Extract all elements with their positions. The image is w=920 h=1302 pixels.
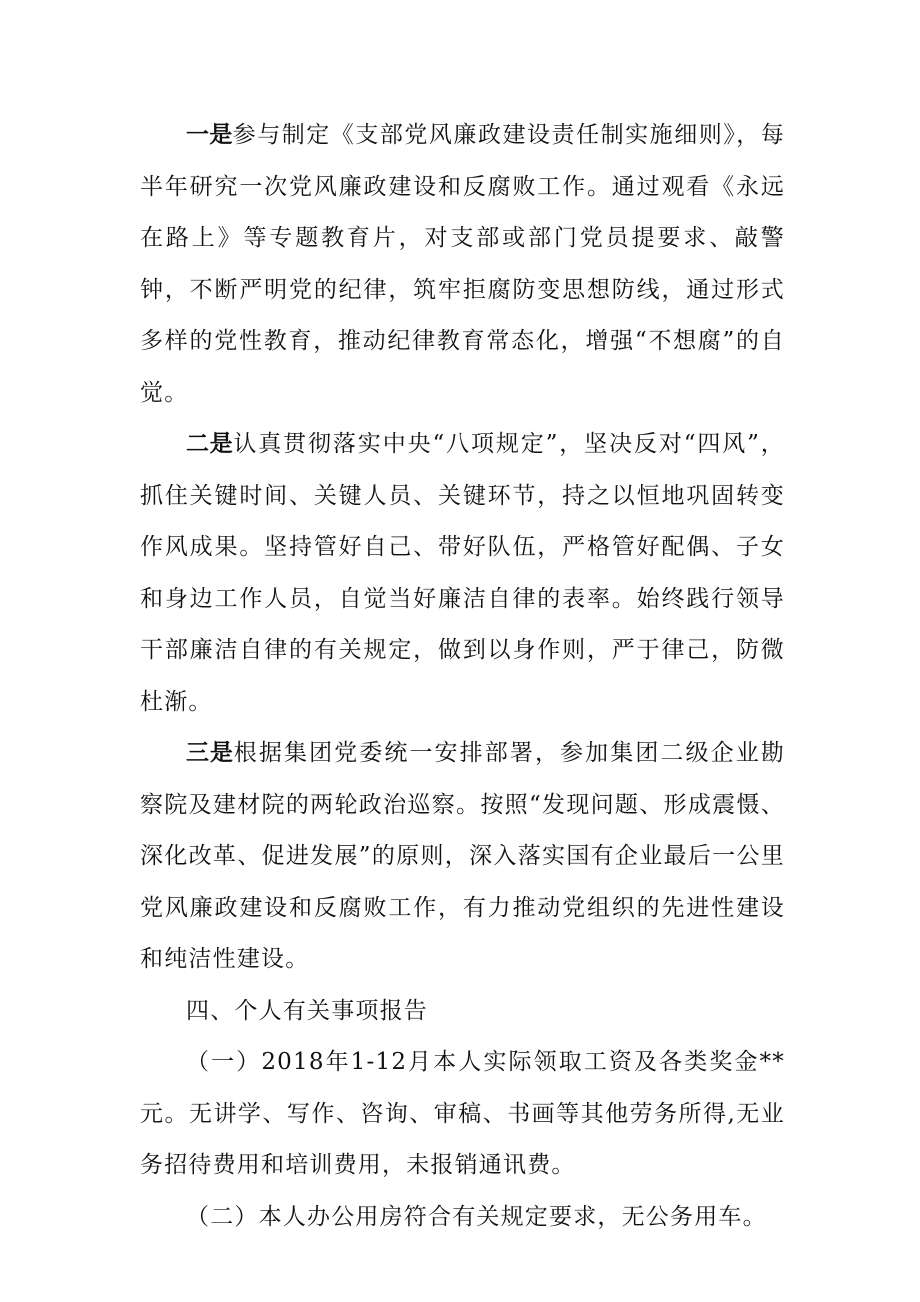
paragraph-two — [140, 419, 785, 728]
paragraph-one-lead: 一是 — [186, 122, 233, 148]
document-body — [140, 110, 785, 1243]
paragraph-three-text: 根据集团党委统一安排部署，参加集团二级企业勘察院及建材院的两轮政治巡察。按照“发现问题、形成震慑、深化改革、促进发展”的原则，深入落实国有企业最后一公里党风廉政建设和反腐败工作，有力推动党组织的先进性建设和纯洁性建设。 — [140, 740, 785, 972]
paragraph-one — [140, 110, 785, 419]
paragraph-two-lead: 二是 — [186, 431, 234, 457]
section-heading-four-text: 四、个人有关事项报告 — [186, 997, 428, 1024]
section-heading-four — [140, 986, 785, 1038]
paragraph-three — [140, 728, 785, 986]
paragraph-three-lead: 三是 — [186, 740, 234, 766]
item-two-office-text: （二）本人办公用房符合有关规定要求，无公务用车。 — [186, 1203, 767, 1230]
paragraph-one-text: 参与制定《支部党风廉政建设责任制实施细则》，每半年研究一次党风廉政建设和反腐败工作。通过观看《永远在路上》等专题教育片，对支部或部门党员提要求、敲警钟，不断严明党的纪律，筑牢拒腐防变思想防线，通过形式多样的党性教育，推动纪律教育常态化，增强“不想腐”的自觉。 — [140, 122, 786, 406]
item-two-office — [140, 1192, 785, 1244]
paragraph-two-text: 认真贯彻落实中央“八项规定”，坚决反对“四风”，抓住关键时间、关键人员、关键环节，持之以恒地巩固转变作风成果。坚持管好自己、带好队伍，严格管好配偶、子女和身边工作人员，自觉当好廉洁自律的表率。始终践行领导干部廉洁自律的有关规定，做到以身作则，严于律己，防微杜渐。 — [140, 431, 785, 715]
item-one-salary — [140, 1037, 785, 1192]
item-one-salary-text: （一）2018年1-12月本人实际领取工资及各类奖金**元。无讲学、写作、咨询、审稿、书画等其他劳务所得,无业务招待费用和培训费用，未报销通讯费。 — [140, 1049, 785, 1178]
